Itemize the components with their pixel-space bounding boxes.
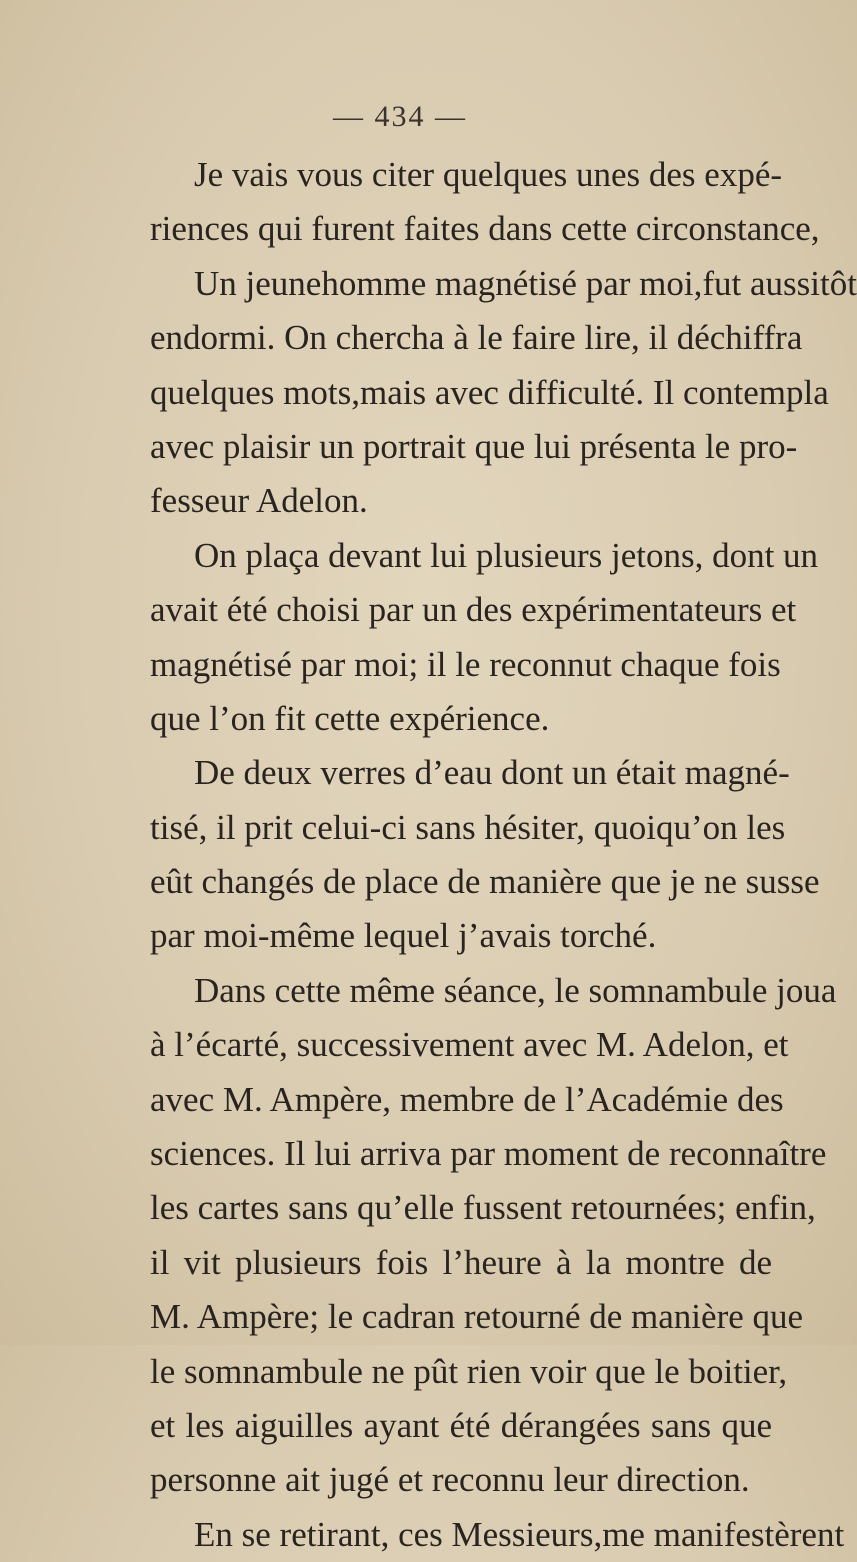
text-line: que l’on fit cette expérience. [150,698,550,738]
text-line: sciences. Il lui arriva par moment de reconnaître [150,1134,827,1174]
text-line: eût changés de place de manière que je ne susse [150,862,820,902]
text-line: De deux verres d’eau dont un était magné- [194,753,790,793]
text-line: avec plaisir un portrait que lui présenta le pro- [150,426,798,466]
text-line: tisé, il prit celui-ci sans hésiter, quoiqu’on les [150,807,786,847]
text-line: endormi. On chercha à le faire lire, il déchiffra [150,318,803,358]
text-line: On plaça devant lui plusieurs jetons, dont un [194,535,819,575]
text-line: il vit plusieurs fois l’heure à la montre de [150,1242,772,1282]
text-line: les cartes sans qu’elle fussent retournées; enfin, [150,1188,816,1228]
body-text [150,148,857,1562]
text-line: avec M. Ampère, membre de l’Académie des [150,1079,784,1119]
page-number: — 434 — [333,100,467,133]
text-line: Je vais vous citer quelques unes des expé- [194,155,783,194]
text-line: riences qui furent faites dans cette circonstance, [150,209,820,249]
text-line: et les aiguilles ayant été dérangées sans que [150,1405,772,1445]
text-line: Un jeunehomme magnétisé par moi,fut aussitôt [194,263,857,303]
text-line: quelques mots,mais avec difficulté. Il contempla [150,372,829,412]
text-line: à l’écarté, successivement avec M. Adelon, et [150,1025,789,1065]
text-line: personne ait jugé et reconnu leur direction. [150,1460,750,1500]
text-line: avait été choisi par un des expérimentateurs et [150,590,797,630]
text-line: par moi-même lequel j’avais torché. [150,916,657,956]
text-line: En se retirant, ces Messieurs,me manifestèrent [194,1514,845,1554]
text-line: le somnambule ne pût rien voir que le boitier, [150,1351,788,1391]
text-line: Dans cette même séance, le somnambule joua [194,970,837,1010]
text-line: magnétisé par moi; il le reconnut chaque fois [150,644,781,684]
text-line: M. Ampère; le cadran retourné de manière que [150,1297,804,1337]
text-line: fesseur Adelon. [150,481,368,521]
